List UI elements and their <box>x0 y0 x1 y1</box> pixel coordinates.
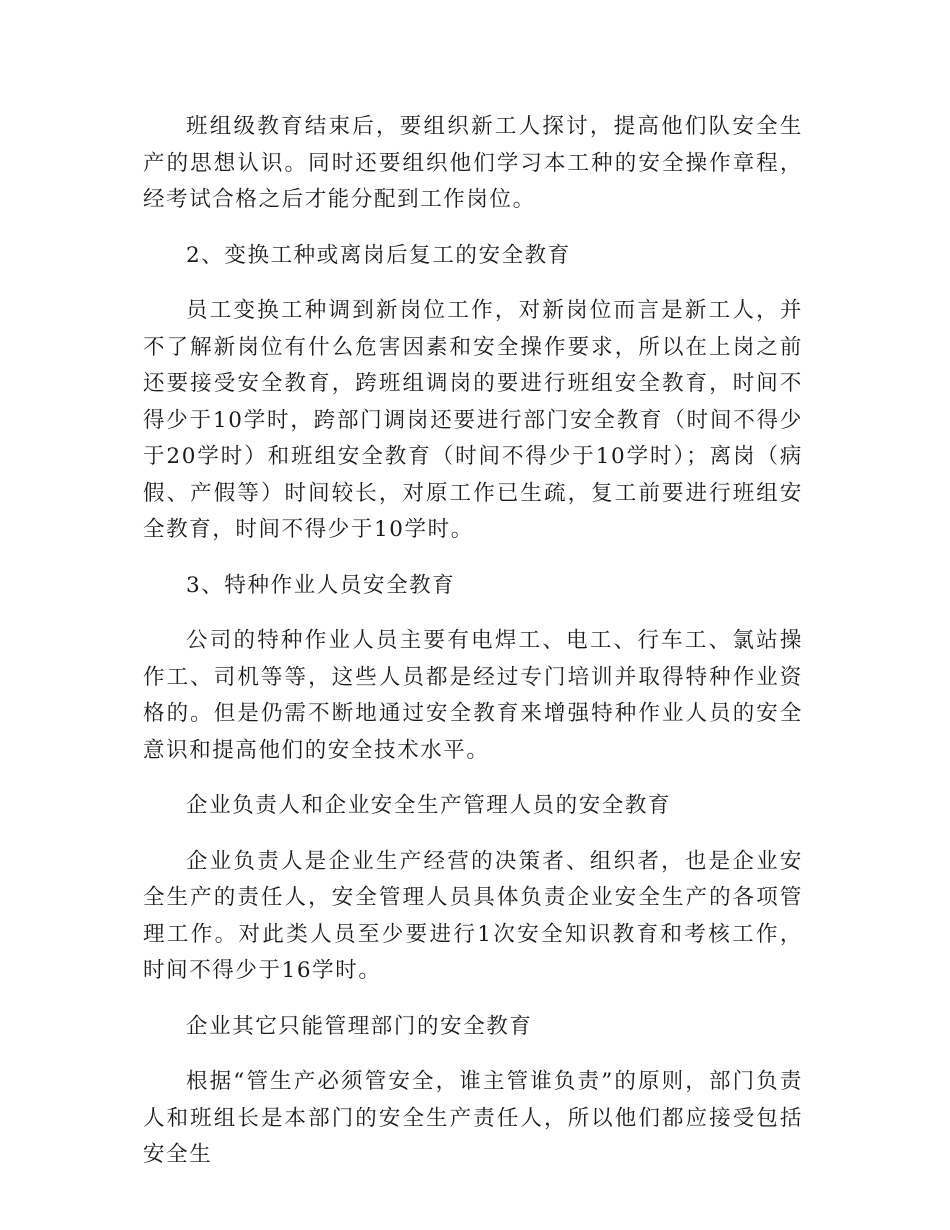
heading-other-departments-education: 企业其它只能管理部门的安全教育 <box>186 1013 533 1039</box>
paragraph-management-details: 企业负责人是企业生产经营的决策者、组织者，也是企业安全生产的责任人，安全管理人员具体负责企业安全生产的各项管理工作。对此类人员至少要进行1次安全知识教育和考核工作，时间不得少于16学时。 <box>143 848 803 983</box>
paragraph-other-departments-details: 根据“管生产必须管安全，谁主管谁负责”的原则，部门负责人和班组长是本部门的安全生产责任人，所以他们都应接受包括安全生 <box>143 1069 803 1167</box>
heading-job-change-education: 2、变换工种或离岗后复工的安全教育 <box>186 242 571 268</box>
heading-management-education: 企业负责人和企业安全生产管理人员的安全教育 <box>186 793 672 818</box>
paragraph-special-operations-details: 公司的特种作业人员主要有电焊工、电工、行车工、氯站操作工、司机等等，这些人员都是经过专门培训并取得特种作业资格的。但是仍需不断地通过安全教育来增强特种作业人员的安全意识和提高他们的安全技术水平。 <box>143 628 803 763</box>
paragraph-job-change-details: 员工变换工种调到新岗位工作，对新岗位而言是新工人，并不了解新岗位有什么危害因素和安全操作要求，所以在上岗之前还要接受安全教育，跨班组调岗的要进行班组安全教育，时间不得少于10学时，跨部门调岗还要进行部门安全教育（时间不得少于20学时）和班组安全教育（时间不得少于10学时）；离岗（病假、产假等）时间较长，对原工作已生疏，复工前要进行班组安全教育，时间不得少于10学时。 <box>143 298 803 542</box>
document-page <box>143 109 803 1193</box>
heading-special-operations-education: 3、特种作业人员安全教育 <box>186 572 456 598</box>
paragraph-new-worker-discussion: 班组级教育结束后，要组织新工人探讨，提高他们队安全生产的思想认识。同时还要组织他们学习本工种的安全操作章程，经考试合格之后才能分配到工作岗位。 <box>143 114 803 212</box>
